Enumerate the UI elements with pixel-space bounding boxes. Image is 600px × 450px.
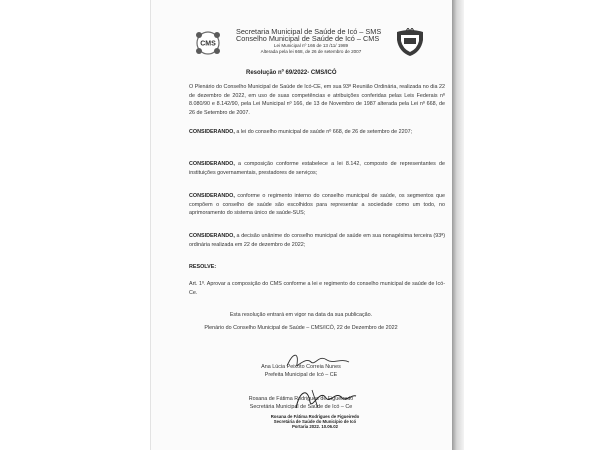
intro-paragraph: O Plenário do Conselho Municipal de Saúde de Icó-CE, em sua 93ª Reunião Ordinária, realizada no dia 22 de dezembro de 2022, em uso de suas competências e atribuições conferidas pelas Leis Federais nº 8.080/90 e 8.142/90, pela Lei Municipal nº 166, de 13 de Novembro de 1987 alterada pela Lei nº 668, de 26 de Setembro de 2007. bbox=[189, 84, 445, 116]
stamp-line-1: Rosana de Fátima Rodrigues de Figueiredo bbox=[270, 414, 360, 419]
stamp-line-2: Secretária de Saúde do Município de Icó bbox=[273, 419, 357, 424]
considerando-text: a lei do conselho municipal de saúde nº 668, de 26 de setembro de 2207; bbox=[236, 129, 413, 135]
header-line-1: Secretaria Municipal de Saúde de Icó – SMS bbox=[236, 27, 382, 36]
considerando-3 bbox=[189, 192, 445, 218]
considerando-text: a decisão unânime do conselho municipal de saúde em sua nonagésima terceira (93ª) ordinária realizada em 22 de dezembro de 2022; bbox=[189, 233, 445, 248]
considerando-4 bbox=[189, 232, 445, 249]
document-page bbox=[150, 0, 453, 450]
header-line-2: Conselho Municipal de Saúde de Icó – CMS bbox=[236, 34, 380, 44]
signer-2-name: Rosana de Fátima Rodrigues de Figueiredo bbox=[248, 396, 354, 402]
right-background bbox=[485, 0, 600, 450]
official-stamp bbox=[270, 414, 360, 429]
stamp-line-3: Portaria 2022. 10.06.02 bbox=[291, 424, 339, 429]
resolution-title: Resolução nº 69/2022- CMS/ICÓ bbox=[246, 70, 337, 76]
considerando-text: conforme o regimento interno do conselho municipal de saúde, os segmentos que compõem o conselho de saúde são escolhidos para representar a sociedade como um todo, no aprimoramento do sistema único de saúde-SUS; bbox=[189, 193, 446, 217]
signer-1-name: Ana Lúcia Peixoto Correia Nunes bbox=[261, 364, 341, 370]
signer-2-role: Secretária Municipal de Saúde de Icó – Ce bbox=[249, 404, 353, 410]
left-background bbox=[0, 0, 120, 450]
signer-1-role: Prefeita Municipal de Icó – CE bbox=[264, 372, 338, 378]
header-line-4: Alterada pela lei 668, de 26 de setembro de 2007 bbox=[260, 48, 362, 54]
coat-of-arms-icon bbox=[393, 28, 427, 58]
cms-logo-icon bbox=[193, 30, 223, 56]
considerando-1 bbox=[189, 128, 445, 137]
document-header bbox=[236, 28, 386, 54]
cms-logo-text: CMS bbox=[200, 40, 216, 48]
article-1: Art. 1º. Aprovar a composição do CMS conforme a lei e regimento do conselho municipal de saúde de Icó- Ce. bbox=[189, 281, 445, 296]
considerando-text: a composição conforme estabelece a lei 8.142, composto de representantes de instituições governamentais, prestadores de serviços; bbox=[189, 161, 445, 176]
considerando-label: CONSIDERANDO, bbox=[189, 233, 235, 239]
considerando-2 bbox=[189, 160, 445, 177]
considerando-label: CONSIDERANDO, bbox=[189, 129, 235, 135]
vigor-statement: Esta resolução entrará em vigor na data da sua publicação. bbox=[229, 312, 373, 318]
considerando-label: CONSIDERANDO, bbox=[189, 161, 235, 167]
considerando-label: CONSIDERANDO, bbox=[189, 193, 235, 199]
place-date: Plenário do Conselho Municipal de Saúde – CMS/ICÓ, 22 de Dezembro de 2022 bbox=[204, 325, 398, 331]
resolve-label: RESOLVE: bbox=[189, 264, 217, 270]
page-edge-shadow bbox=[452, 0, 464, 450]
header-line-3: Lei Municipal nº 166 de 13 /11/ 1989 bbox=[273, 42, 349, 48]
